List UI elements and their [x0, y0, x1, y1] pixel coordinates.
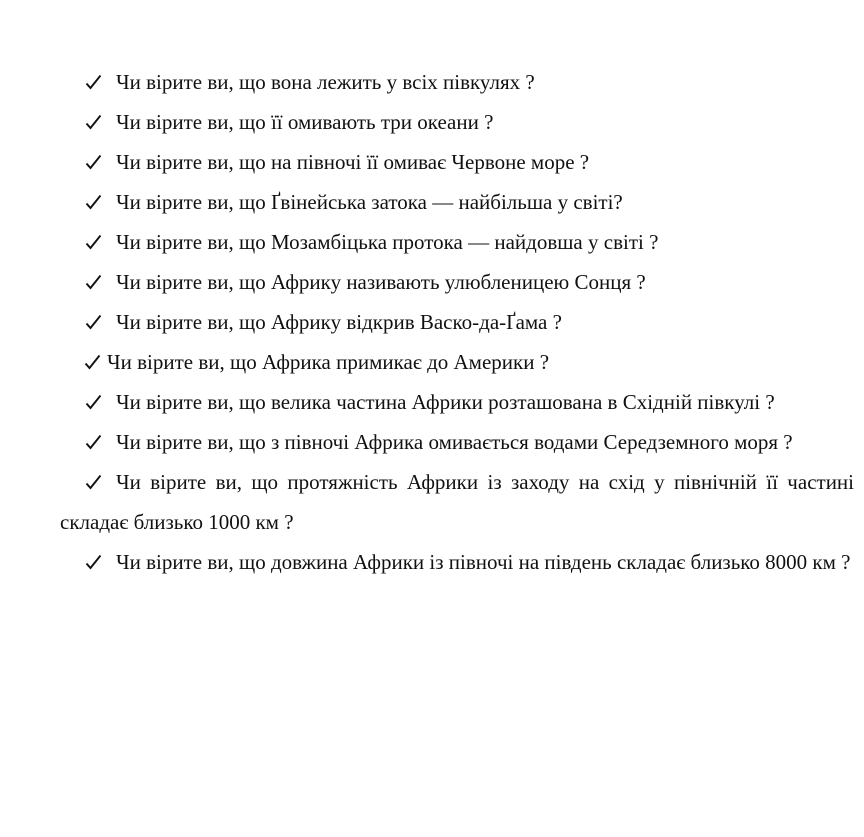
question-text: Чи вірите ви, що Ґвінейська затока — найбільша у світі?: [116, 190, 623, 214]
question-item: [60, 182, 854, 222]
question-text: Чи вірите ви, що вона лежить у всіх півкулях ?: [116, 70, 535, 94]
question-item: [60, 62, 854, 102]
question-text: Чи вірите ви, що Африку називають улюбленицею Сонця ?: [116, 270, 646, 294]
question-item: [60, 462, 854, 542]
checkmark-icon: [85, 542, 116, 582]
checkmark-icon: [85, 142, 116, 182]
question-text: Чи вірите ви, що довжина Африки із півночі на південь складає близько 8000 км ?: [116, 550, 851, 574]
question-text: Чи вірите ви, що на півночі її омиває Червоне море ?: [116, 150, 590, 174]
question-list: [60, 62, 854, 582]
question-item: [60, 342, 854, 382]
question-item: [60, 382, 854, 422]
question-text: Чи вірите ви, що протяжність Африки із заходу на схід у північній її частині складає близько 1000 км ?: [60, 470, 854, 534]
checkmark-icon: [84, 342, 107, 382]
checkmark-icon: [85, 222, 116, 262]
checkmark-icon: [85, 102, 116, 142]
question-item: [60, 302, 854, 342]
question-item: [60, 142, 854, 182]
question-item: [60, 422, 854, 462]
question-text: Чи вірите ви, що велика частина Африки розташована в Східній півкулі ?: [116, 390, 775, 414]
checkmark-icon: [85, 382, 116, 422]
checkmark-icon: [85, 462, 116, 502]
question-item: [60, 262, 854, 302]
checkmark-icon: [85, 302, 116, 342]
question-text: Чи вірите ви, що Африка примикає до Америки ?: [107, 350, 550, 374]
checkmark-icon: [85, 182, 116, 222]
question-text: Чи вірите ви, що Африку відкрив Васко-да-Ґама ?: [116, 310, 562, 334]
question-item: [60, 222, 854, 262]
checkmark-icon: [85, 422, 116, 462]
question-text: Чи вірите ви, що Мозамбіцька протока — найдовша у світі ?: [116, 230, 659, 254]
question-text: Чи вірите ви, що з півночі Африка омивається водами Середземного моря ?: [116, 430, 793, 454]
checkmark-icon: [85, 262, 116, 302]
question-item: [60, 542, 854, 582]
question-text: Чи вірите ви, що її омивають три океани ?: [116, 110, 494, 134]
checkmark-icon: [85, 62, 116, 102]
question-item: [60, 102, 854, 142]
